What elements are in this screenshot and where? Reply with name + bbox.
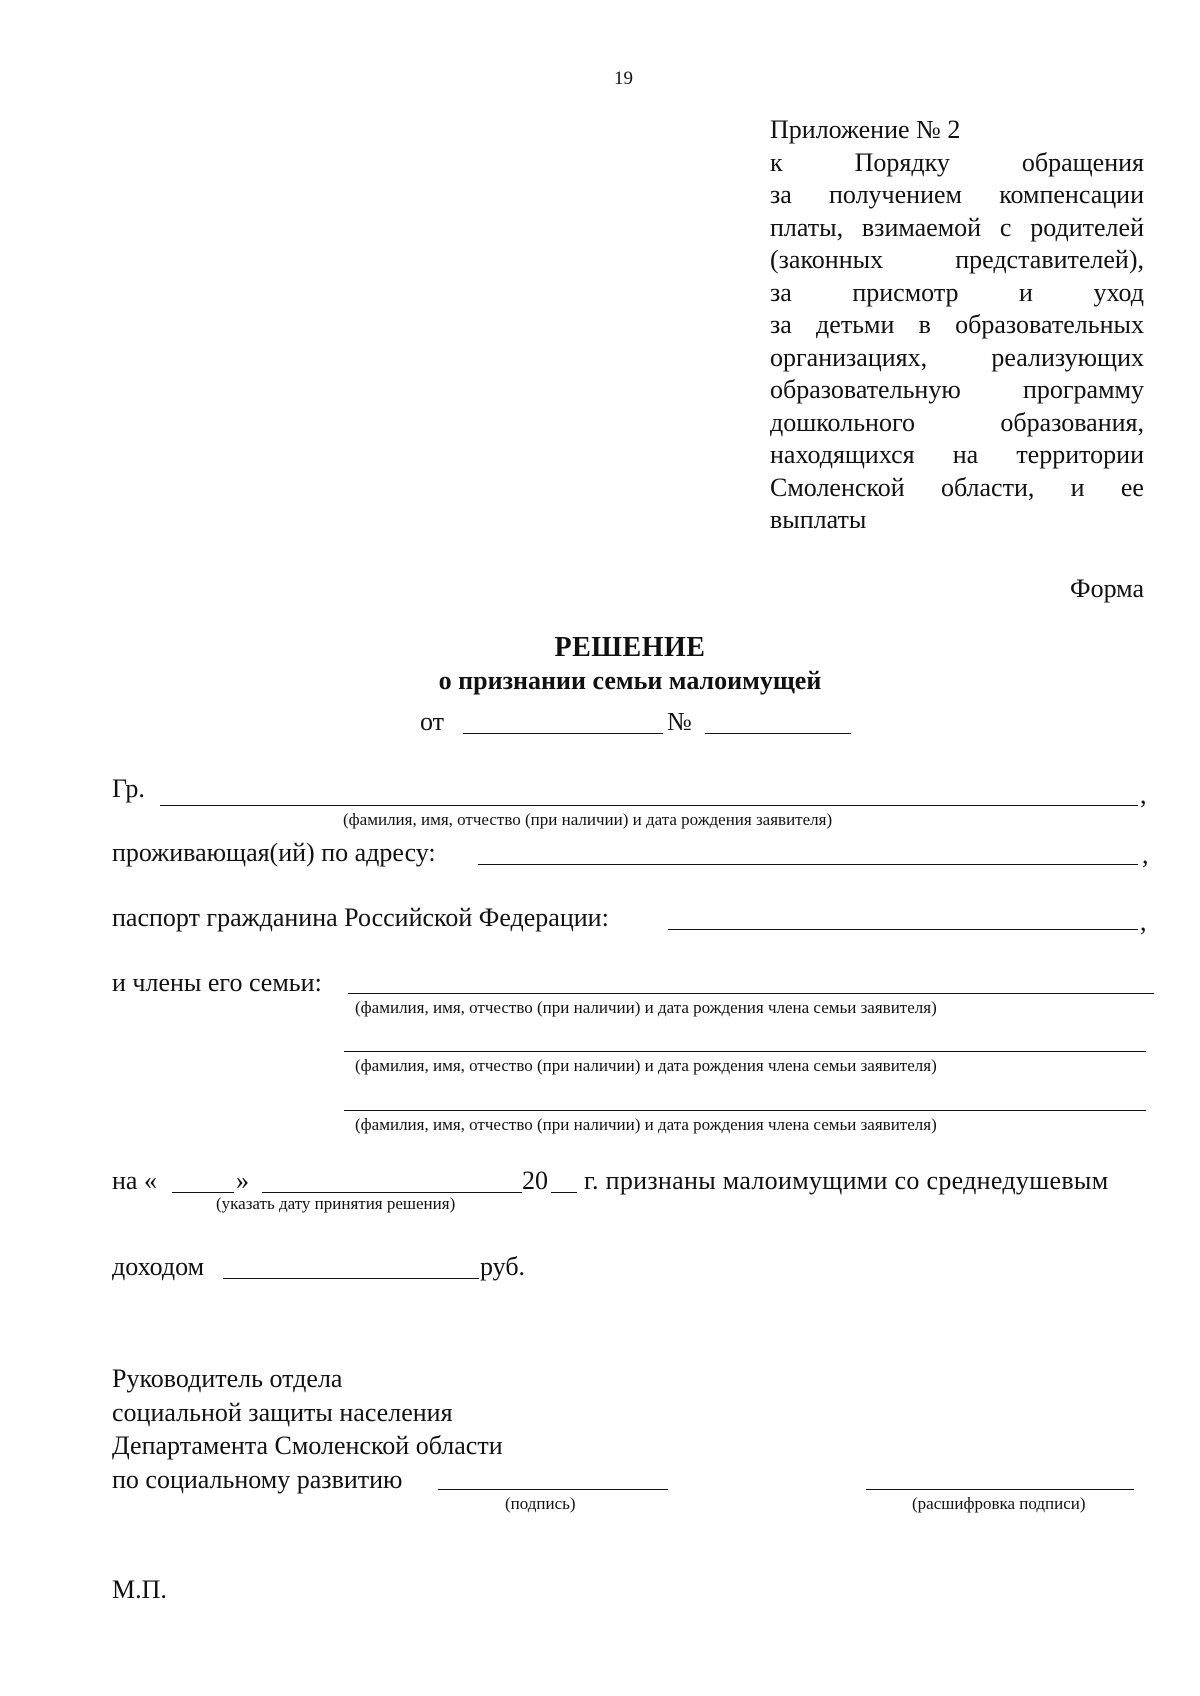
appendix-word: и [1019, 277, 1033, 307]
day-line [172, 1192, 234, 1193]
document-title: РЕШЕНИЕ [554, 632, 706, 663]
appendix-word: территории [1016, 440, 1144, 469]
appendix-block [770, 114, 1144, 537]
year-line [551, 1192, 577, 1193]
appendix-line [770, 439, 1144, 472]
appendix-word: взимаемой [861, 212, 982, 242]
passport-label: паспорт гражданина Российской Федерации: [112, 903, 609, 932]
appendix-word: за [770, 180, 792, 209]
appendix-word: к [770, 147, 783, 177]
appendix-word: реализующих [991, 342, 1144, 372]
appendix-word: получением [829, 180, 962, 209]
passport-line [668, 929, 1138, 930]
appendix-line [770, 374, 1144, 407]
appendix-word: образования, [1000, 407, 1144, 437]
family-member-line [344, 1110, 1146, 1111]
appendix-word: уход [1093, 277, 1144, 307]
appendix-word: образовательных [955, 310, 1144, 339]
date-from-label: от [420, 707, 445, 736]
decision-date-line [463, 733, 663, 734]
appendix-word: компенсации [999, 180, 1144, 209]
income-label: доходом [112, 1252, 205, 1281]
appendix-line [770, 504, 1144, 537]
appendix-word: программу [1022, 375, 1144, 404]
form-label: Форма [1070, 574, 1144, 603]
appendix-word: обращения [1021, 147, 1144, 177]
signature-caption: (подпись) [505, 1494, 576, 1513]
recognized-text: г. признаны малоимущими со среднедушевым [584, 1166, 1109, 1195]
appendix-word: дошкольного [770, 407, 915, 437]
appendix-word: организациях, [770, 342, 928, 372]
family-member-line [344, 1051, 1146, 1052]
appendix-word: платы, [770, 212, 844, 242]
appendix-word: области, [940, 472, 1035, 502]
signature-title-line: Руководитель отдела [112, 1364, 343, 1393]
appendix-word: ее [1120, 472, 1144, 502]
appendix-line [770, 342, 1144, 375]
decoding-caption: (расшифровка подписи) [912, 1494, 1086, 1513]
decision-number-line [705, 733, 851, 734]
appendix-word: и [1070, 472, 1085, 502]
address-label: проживающая(ий) по адресу: [112, 838, 436, 867]
family-label: и члены его семьи: [112, 968, 322, 997]
date-prefix: на « [112, 1166, 157, 1195]
citizen-label: Гр. [112, 774, 145, 803]
appendix-line [770, 472, 1144, 505]
signature-title-line: по социальному развитию [112, 1464, 403, 1494]
date-close-quote: » [236, 1166, 249, 1195]
appendix-line [770, 147, 1144, 180]
family-member-caption: (фамилия, имя, отчество (при наличии) и дата рождения члена семьи заявителя) [355, 1115, 937, 1134]
appendix-line [770, 114, 1144, 147]
signature-line [438, 1489, 668, 1490]
appendix-word: за [770, 277, 792, 307]
signature-title-line: социальной защиты населения [112, 1397, 453, 1427]
appendix-word: Приложение № 2 [770, 115, 961, 144]
comma: , [1142, 840, 1149, 869]
page-number: 19 [614, 68, 633, 89]
signature-title-line: Департамента Смоленской области [112, 1431, 503, 1460]
family-member-line [348, 993, 1154, 994]
comma: , [1140, 780, 1147, 809]
comma: , [1140, 907, 1147, 936]
number-sign: № [667, 707, 692, 736]
appendix-word: находящихся [770, 440, 915, 469]
stamp-place: М.П. [112, 1575, 167, 1604]
appendix-line [770, 179, 1144, 212]
appendix-line [770, 309, 1144, 342]
appendix-line [770, 277, 1144, 310]
appendix-line [770, 244, 1144, 277]
appendix-word: (законных [770, 245, 884, 274]
appendix-word: представителей), [955, 245, 1144, 274]
address-line [478, 864, 1138, 865]
income-line [223, 1278, 479, 1279]
appendix-word: детьми [816, 310, 895, 339]
appendix-line [770, 407, 1144, 440]
appendix-word: родителей [1030, 212, 1144, 242]
appendix-line [770, 212, 1144, 245]
document-subtitle: о признании семьи малоимущей [438, 666, 822, 695]
appendix-word: в [918, 310, 931, 339]
date-caption: (указать дату принятия решения) [216, 1194, 456, 1213]
year-prefix: 20 [522, 1166, 548, 1195]
appendix-word: на [952, 440, 979, 469]
signature-title [112, 1362, 503, 1496]
appendix-word: с [999, 212, 1012, 242]
citizen-name-line [160, 805, 1138, 806]
currency: руб. [480, 1252, 526, 1281]
appendix-word: Смоленской [770, 472, 905, 502]
appendix-word: Порядку [854, 147, 950, 177]
family-member-caption: (фамилия, имя, отчество (при наличии) и дата рождения члена семьи заявителя) [355, 1056, 937, 1075]
appendix-word: образовательную [770, 375, 961, 404]
decoding-line [866, 1489, 1134, 1490]
appendix-word: за [770, 310, 792, 339]
appendix-word: выплаты [770, 505, 867, 534]
citizen-caption: (фамилия, имя, отчество (при наличии) и дата рождения заявителя) [343, 810, 833, 829]
family-member-caption: (фамилия, имя, отчество (при наличии) и дата рождения члена семьи заявителя) [355, 998, 937, 1017]
appendix-word: присмотр [852, 277, 959, 307]
month-line [262, 1192, 522, 1193]
